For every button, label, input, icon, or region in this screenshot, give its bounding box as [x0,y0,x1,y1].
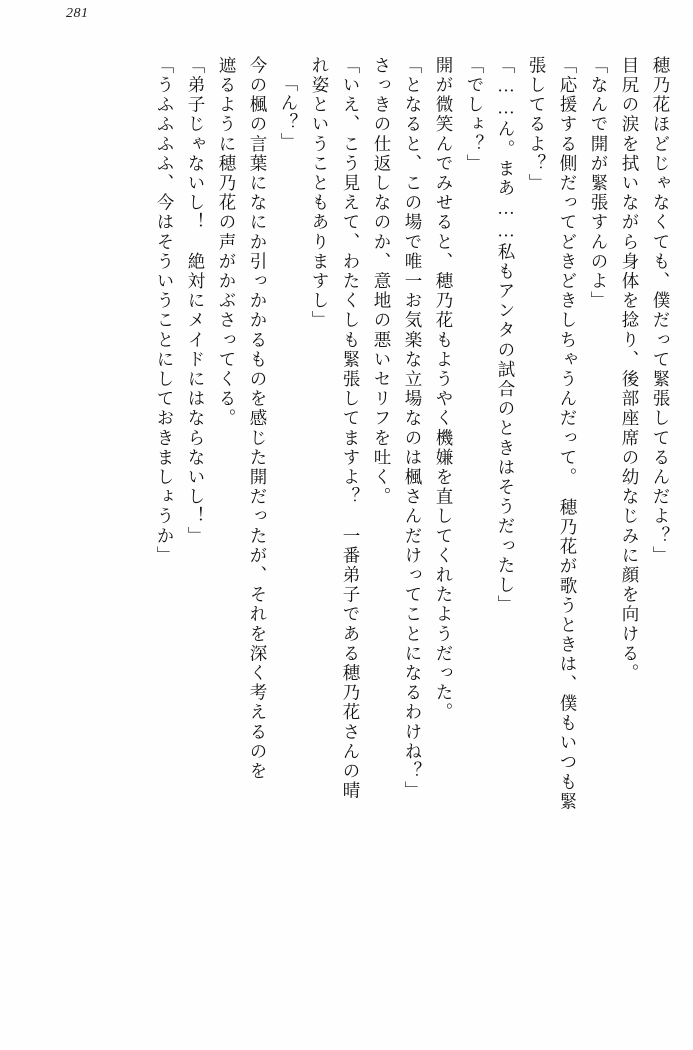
text-line: 「……ん。まあ……私もアンタの試合のときはそうだったし」 [496,56,516,615]
text-line: 遮るように穂乃花の声がかぶさってくる。 [217,56,237,429]
text-line: 今の楓の言葉になにか引っかかるものを感じた開だったが、それを深く考えるのを [248,56,268,782]
text-line: 「応援する側だってどきどきしちゃうんだって。 穂乃花が歌うときは、僕もいつも緊 [558,56,578,812]
text-line: 「弟子じゃないし！ 絶対にメイドにはならないし！」 [186,56,206,546]
text-line: さっきの仕返しなのか、意地の悪いセリフを吐く。 [372,56,392,507]
text-line: 開が微笑んでみせると、穂乃花もようやく機嫌を直してくれたようだった。 [434,56,454,723]
text-line: 「ん？」 [279,74,299,153]
vertical-text-body [28,56,669,996]
text-line: 「でしょ？」 [465,56,485,174]
text-line: れ姿ということもありますし」 [310,56,330,331]
text-line: 穂乃花ほどじゃなくても、僕だって緊張してるんだよ？」 [651,56,671,566]
page-number: 281 [66,6,89,21]
text-line: 張してるよ？」 [527,56,547,194]
text-line: 「うふふふふ、今はそういうことにしておきましょうか」 [155,56,175,566]
text-line: 「いえ、こう見えて、わたくしも緊張してますよ？ 一番弟子である穂乃花さんの晴 [341,56,361,801]
text-line: 「なんで開が緊張すんのよ」 [589,56,609,311]
text-line: 「となると、この場で唯一お気楽な立場なのは楓さんだけってことになるわけね？」 [403,56,423,801]
text-line: 目尻の涙を拭いながら身体を捻り、後部座席の幼なじみに顔を向ける。 [620,56,640,684]
